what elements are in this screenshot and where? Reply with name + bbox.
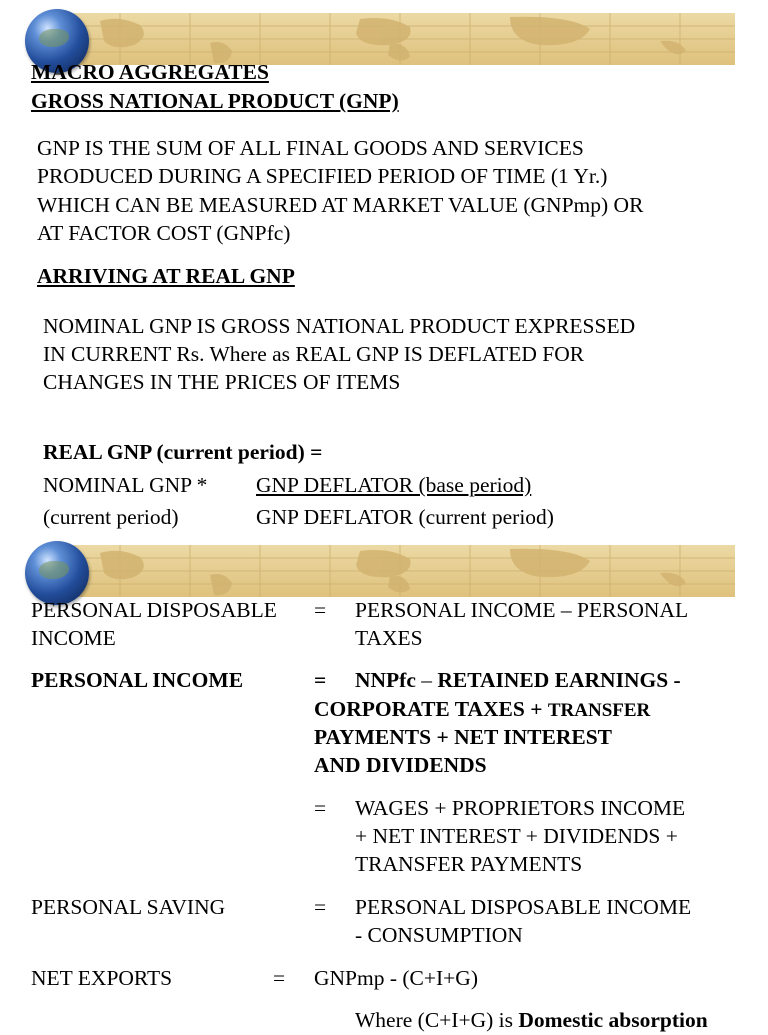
formula-numerator: GNP DEFLATOR (base period) (256, 473, 532, 497)
ps-value: - CONSUMPTION (355, 923, 523, 947)
pi-value: AND DIVIDENDS (314, 753, 487, 777)
definition-line: GNP IS THE SUM OF ALL FINAL GOODS AND SERVICES (37, 136, 584, 160)
domestic-absorption-note (355, 1006, 708, 1035)
pi-nnpfc: NNPfc (355, 668, 416, 692)
equals-sign: = (314, 895, 327, 919)
pi-transfer: TRANSFER (547, 700, 651, 721)
nx-value: GNPmp - (C+I+G) (314, 966, 478, 990)
nominal-line: NOMINAL GNP IS GROSS NATIONAL PRODUCT EXPRESSED (43, 314, 636, 338)
ps-value: PERSONAL DISPOSABLE INCOME (355, 895, 692, 919)
formula-nominal: NOMINAL GNP * (43, 473, 208, 497)
pi-alt-value: TRANSFER PAYMENTS (355, 852, 583, 876)
pdi-label: INCOME (31, 626, 116, 650)
ps-label: PERSONAL SAVING (31, 895, 226, 919)
world-map-icon (60, 545, 735, 597)
note-bold: Domestic absorption (518, 1008, 708, 1032)
nx-label: NET EXPORTS (31, 966, 173, 990)
equals-sign: = (314, 668, 327, 692)
world-map-banner (60, 545, 735, 597)
pi-label: PERSONAL INCOME (31, 668, 244, 692)
page-title: MACRO AGGREGATES (31, 60, 269, 84)
formula-label: REAL GNP (current period) = (43, 440, 323, 464)
pi-alt-value: WAGES + PROPRIETORS INCOME (355, 796, 686, 820)
definition-line: AT FACTOR COST (GNPfc) (37, 221, 291, 245)
pdi-label: PERSONAL DISPOSABLE (31, 598, 277, 622)
nominal-line: IN CURRENT Rs. Where as REAL GNP IS DEFLATED FOR (43, 342, 585, 366)
pi-corporate: CORPORATE TAXES + (314, 697, 548, 721)
equals-sign: = (314, 598, 327, 622)
pi-alt-value: + NET INTEREST + DIVIDENDS + (355, 824, 678, 848)
definition-line: WHICH CAN BE MEASURED AT MARKET VALUE (GNPmp) OR (37, 193, 644, 217)
nominal-line: CHANGES IN THE PRICES OF ITEMS (43, 370, 401, 394)
pi-dash: – (415, 668, 438, 692)
pi-value (355, 666, 681, 695)
equals-sign: = (273, 966, 286, 990)
slide-personal-income (0, 540, 768, 1032)
pdi-value: PERSONAL INCOME – PERSONAL (355, 598, 689, 622)
formula-denominator: GNP DEFLATOR (current period) (256, 505, 554, 529)
definition-line: PRODUCED DURING A SPECIFIED PERIOD OF TIME (1 Yr.) (37, 164, 608, 188)
pi-value (314, 695, 650, 726)
note-prefix: Where (C+I+G) is (355, 1008, 519, 1032)
equals-sign: = (314, 796, 327, 820)
pdi-value: TAXES (355, 626, 423, 650)
page-subtitle: GROSS NATIONAL PRODUCT (GNP) (31, 89, 399, 113)
pi-value: PAYMENTS + NET INTEREST (314, 725, 613, 749)
formula-current-period: (current period) (43, 505, 179, 529)
section-heading: ARRIVING AT REAL GNP (37, 264, 295, 288)
pi-retained: RETAINED EARNINGS - (437, 668, 681, 692)
